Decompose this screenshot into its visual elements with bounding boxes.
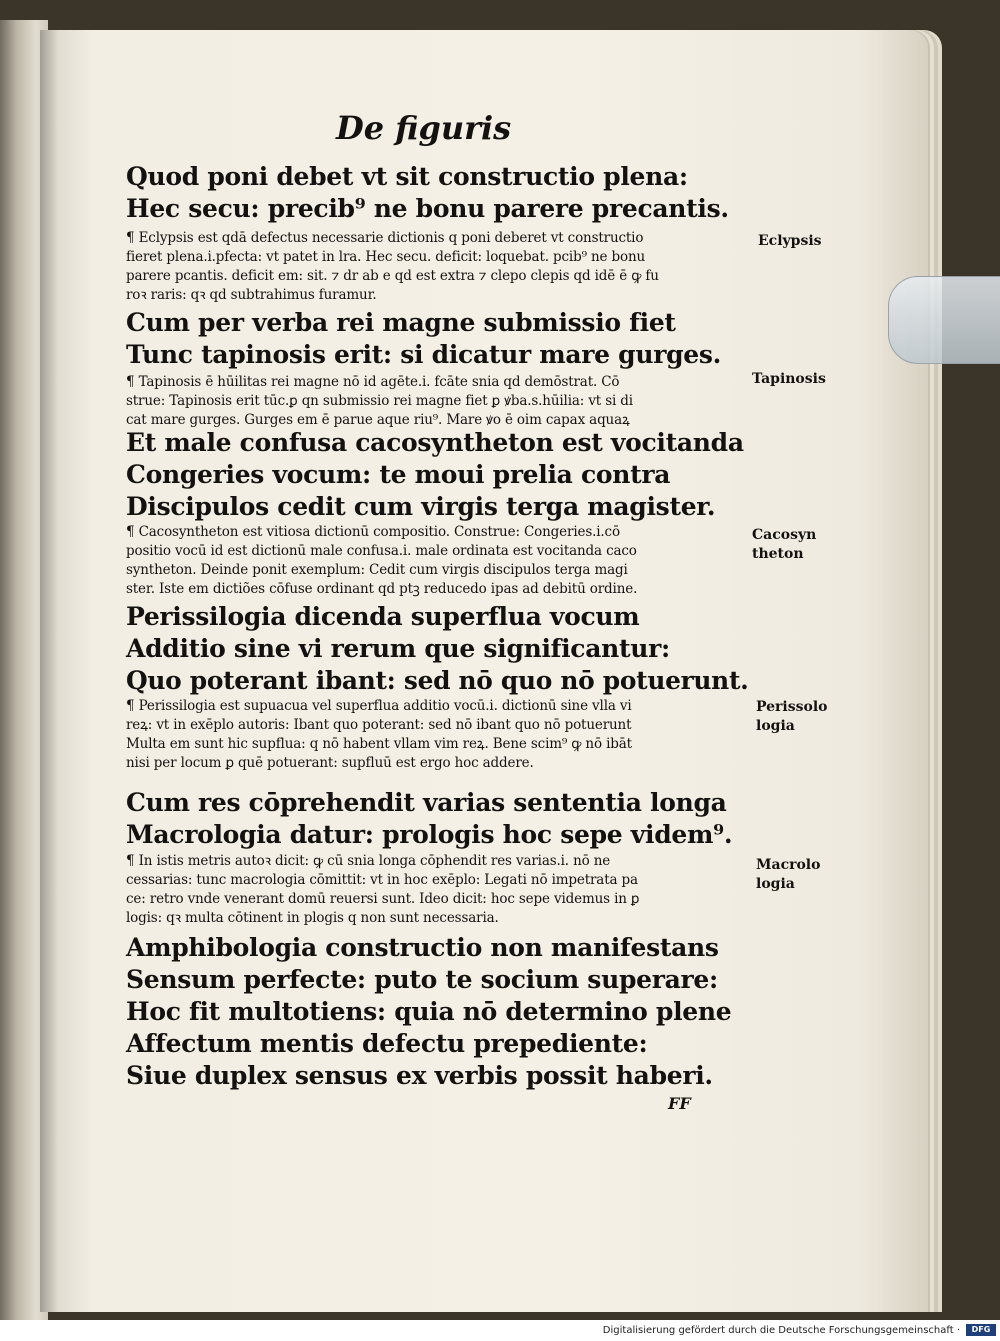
gloss-line: reꝝ: vt in exēplo autoris: Ibant quo poterant: sed nō ibant quo nō potuerunt	[126, 717, 632, 733]
margin-note: Tapinosis	[752, 371, 826, 387]
gloss-line: cessarias: tunc macrologia cōmittit: vt in hoc exēplo: Legati nō impetrata pa	[126, 872, 638, 888]
dfg-logo: DFG	[966, 1324, 996, 1336]
verse-line: Perissilogia dicenda superflua vocum	[126, 602, 640, 631]
gloss-line: cat mare gurges. Gurges em ē parue aque riu⁹. Mare ꝟo ē oim capax aquaꝝ	[126, 412, 630, 428]
verse-line: Additio sine vi rerum que significantur:	[126, 634, 670, 663]
gloss-line: ce: retro vnde venerant domū reuersi sunt. Ideo dicit: hoc sepe videmus in ꝑ	[126, 891, 640, 907]
verse-line: Hec secu: precib⁹ ne bonu parere precantis.	[126, 194, 729, 223]
gloss-line: roꝛ raris: qꝛ qd subtrahimus furamur.	[126, 287, 377, 303]
gloss-line: logis: qꝛ multa cōtinent in plogis q non sunt necessaria.	[126, 910, 499, 926]
gloss-line: parere pcantis. deficit em: sit. ⁊ dr ab e qd est extra ⁊ clepo clepis qd idē ē ꝙ fu	[126, 268, 659, 284]
page-clip	[888, 276, 1000, 364]
gloss-line: Multa em sunt hic supflua: q nō habent vllam vim reꝝ. Bene scim⁹ ꝙ nō ibāt	[126, 736, 632, 752]
verse-line: Sensum perfecte: puto te socium superare:	[126, 965, 718, 994]
gloss-line: strue: Tapinosis erit tūc.ꝑ qn submissio rei magne fiet ꝑ ꝟba.s.hūilia: vt si di	[126, 393, 633, 409]
verse-line: Et male confusa cacosyntheton est vocitanda	[126, 428, 744, 457]
verse-line: Macrologia datur: prologis hoc sepe videm⁹.	[126, 820, 733, 849]
verse-line: Cum res cōprehendit varias sententia longa	[126, 788, 727, 817]
gloss-line: syntheton. Deinde ponit exemplum: Cedit cum virgis discipulos terga magi	[126, 562, 628, 578]
margin-note: theton	[752, 546, 804, 562]
margin-note: logia	[756, 876, 795, 892]
page-heading: De figuris	[336, 109, 512, 147]
margin-note: logia	[756, 718, 795, 734]
verse-line: Siue duplex sensus ex verbis possit haberi.	[126, 1061, 713, 1090]
margin-note: Eclypsis	[758, 233, 822, 249]
verse-line: Tunc tapinosis erit: si dicatur mare gurges.	[126, 340, 722, 369]
signature-mark: FF	[668, 1094, 691, 1113]
margin-note: Perissolo	[756, 699, 828, 715]
gloss-line: ¶ Cacosyntheton est vitiosa dictionū compositio. Construe: Congeries.i.cō	[126, 524, 620, 540]
gloss-line: ster. Iste em dictiões cōfuse ordinant qd ptꝫ reducedo ipas ad debitū ordine.	[126, 581, 638, 597]
gloss-line: fieret plena.i.pfecta: vt patet in lra. Hec secu. deficit: loquebat. pcib⁹ ne bonu	[126, 249, 646, 265]
gloss-line: ¶ Perissilogia est supuacua vel superflua additio vocū.i. dictionū sine vlla vi	[126, 698, 632, 714]
gloss-line: ¶ In istis metris autoꝛ dicit: ꝙ cū snia longa cōphendit res varias.i. nō ne	[126, 853, 611, 869]
gloss-line: ¶ Eclypsis est qdā defectus necessarie dictionis q poni deberet vt constructio	[126, 230, 644, 246]
verse-line: Hoc fit multotiens: quia nō determino plene	[126, 997, 732, 1026]
verse-line: Affectum mentis defectu prepediente:	[126, 1029, 648, 1058]
verse-line: Discipulos cedit cum virgis terga magister.	[126, 492, 716, 521]
verse-line: Amphibologia constructio non manifestans	[126, 933, 719, 962]
footer-credit: Digitalisierung gefördert durch die Deutsche Forschungsgemeinschaft ·	[602, 1325, 960, 1336]
margin-note: Macrolo	[756, 857, 821, 873]
verse-line: Quod poni debet vt sit constructio plena:	[126, 162, 688, 191]
verse-line: Congeries vocum: te moui prelia contra	[126, 460, 671, 489]
page-gutter-shadow	[40, 30, 58, 1312]
margin-note: Cacosyn	[752, 527, 817, 543]
gloss-line: positio vocū id est dictionū male confusa.i. male ordinata est vocitanda caco	[126, 543, 637, 559]
verse-line: Quo poterant ibant: sed nō quo nō potuerunt.	[126, 666, 749, 695]
footer-bar	[0, 1320, 1000, 1341]
verse-line: Cum per verba rei magne submissio fiet	[126, 308, 676, 337]
gloss-line: ¶ Tapinosis ē hūilitas rei magne nō id agēte.i. fcāte snia qd demōstrat. Cō	[126, 374, 620, 390]
gloss-line: nisi per locum ꝑ quē potuerant: supfluū est ergo hoc addere.	[126, 755, 534, 771]
